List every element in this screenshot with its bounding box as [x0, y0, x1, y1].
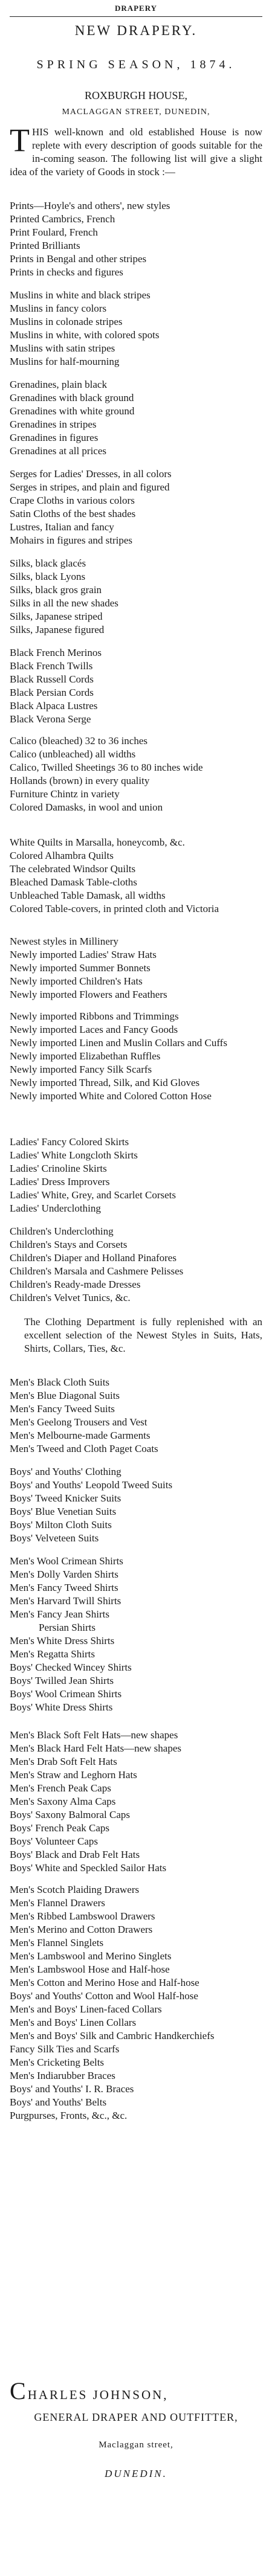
list-item: Silks, Japanese striped: [10, 611, 103, 622]
list-item: Prints—Hoyle's and others', new styles: [10, 200, 170, 211]
list-item: Newly imported Fancy Silk Scarfs: [10, 1064, 152, 1075]
list-item: Muslins in white and black stripes: [10, 289, 151, 301]
list-item: Boys' Milton Cloth Suits: [10, 1519, 112, 1531]
list-item: Men's Harvard Twill Shirts: [10, 1595, 121, 1607]
list-item: Boys' and Youths' Belts: [10, 2096, 107, 2108]
list-item: Men's Black Soft Felt Hats—new shapes: [10, 1729, 178, 1741]
signature-dropcap: C: [10, 2377, 28, 2404]
list-item: Calico (unbleached) all widths: [10, 748, 136, 760]
list-item: Children's Diaper and Holland Pinafores: [10, 1252, 176, 1264]
list-item: Colored Table-covers, in printed cloth and Victoria: [10, 903, 219, 914]
list-item: Newly imported Ladies' Straw Hats: [10, 949, 157, 960]
list-item: Grenadines in figures: [10, 432, 99, 443]
prints-list: [10, 199, 262, 279]
list-item: Men's Lambswool Hose and Half-hose: [10, 1964, 170, 1975]
season-line: SPRING SEASON, 1874.: [36, 58, 236, 71]
list-item: Newly imported Flowers and Feathers: [10, 989, 167, 1000]
list-item: Ladies' Crinoline Skirts: [10, 1163, 107, 1174]
list-item: Newly imported Children's Hats: [10, 975, 143, 987]
signature-street: Maclaggan street,: [99, 2440, 173, 2450]
signature-name: [10, 2377, 262, 2405]
list-item: Men's Ribbed Lambswool Drawers: [10, 1910, 155, 1922]
list-item: Print Foulard, French: [10, 226, 98, 238]
ad-title: NEW DRAPERY.: [74, 23, 198, 38]
list-item: Newly imported Linen and Muslin Collars and Cuffs: [10, 1037, 227, 1049]
list-item: Men's White Dress Shirts: [10, 1635, 115, 1646]
list-item: Men's Black Cloth Suits: [10, 1376, 110, 1388]
list-item: Men's Geelong Trousers and Vest: [10, 1416, 147, 1428]
list-item: Men's Merino and Cotton Drawers: [10, 1924, 153, 1935]
list-item: Calico (bleached) 32 to 36 inches: [10, 735, 148, 747]
shirts-list: [10, 1555, 262, 1714]
list-item: Ladies' White, Grey, and Scarlet Corsets: [10, 1189, 176, 1201]
list-item: Crape Cloths in various colors: [10, 495, 135, 506]
list-item: Silks, Japanese figured: [10, 624, 105, 635]
list-item: Men's and Boys' Silk and Cambric Handkerchiefs: [10, 2030, 215, 2041]
hats-caps-list: [10, 1729, 262, 1875]
silks-list: [10, 557, 262, 637]
mens-suits-list: [10, 1376, 262, 1456]
list-item: Muslins in fancy colors: [10, 303, 107, 314]
list-item: Muslins for half-mourning: [10, 356, 120, 367]
intro-text: HIS well-known and old established House is now replete with every description of goods suitable for the in-coming season. The following list will give a slight idea of the variety of Goods in stock :—: [10, 126, 262, 178]
clothing-department-text: The Clothing Department is fully replenished with an excellent selection of the Newest Styles in Suits, Hats, Shirts, Collars, Ties, &c.: [24, 1316, 262, 1354]
list-item: Boys' French Peak Caps: [10, 1822, 110, 1834]
list-item: Men's Wool Crimean Shirts: [10, 1555, 123, 1567]
list-item: Men's Scotch Plaiding Drawers: [10, 1884, 140, 1895]
list-item: Children's Stays and Corsets: [10, 1239, 128, 1250]
list-item: Boys' Blue Venetian Suits: [10, 1506, 117, 1517]
list-item: Men's French Peak Caps: [10, 1782, 111, 1794]
list-item: Ladies' Underclothing: [10, 1203, 101, 1214]
list-item: Newly imported Elizabethan Ruffles: [10, 1050, 161, 1062]
list-item: Silks in all the new shades: [10, 597, 118, 609]
list-item: Men's Straw and Leghorn Hats: [10, 1769, 137, 1781]
list-item: Boys' Tweed Knicker Suits: [10, 1492, 121, 1504]
list-item: Men's and Boys' Linen Collars: [10, 2017, 137, 2028]
list-item: Boys' Volunteer Caps: [10, 1836, 98, 1847]
list-item: Men's Lambswool and Merino Singlets: [10, 1950, 172, 1962]
list-item: Prints in checks and figures: [10, 266, 123, 278]
list-item: Grenadines with white ground: [10, 405, 135, 417]
black-goods-list: [10, 646, 262, 726]
list-item: Boys' Twilled Jean Shirts: [10, 1675, 114, 1686]
list-item: Lustres, Italian and fancy: [10, 521, 114, 533]
list-item: Ladies' White Longcloth Skirts: [10, 1149, 138, 1161]
list-item: Black Persian Cords: [10, 687, 94, 698]
list-item: Furniture Chintz in variety: [10, 788, 120, 800]
hosiery-accessories-list: [10, 1883, 262, 2122]
fancy-goods-list: [10, 1010, 262, 1103]
list-item: Children's Underclothing: [10, 1225, 114, 1237]
list-item: Serges for Ladies' Dresses, in all colors: [10, 468, 172, 480]
list-item: Calico, Twilled Sheetings 36 to 80 inches wide: [10, 762, 203, 773]
list-item: Silks, black gros grain: [10, 584, 102, 596]
list-item: Boys' Velveteen Suits: [10, 1532, 99, 1544]
list-item: Boys' Wool Crimean Shirts: [10, 1688, 122, 1700]
top-rule: [10, 16, 262, 17]
list-item: Boys' White Dress Shirts: [10, 1701, 113, 1713]
list-item: Men's Dolly Varden Shirts: [10, 1569, 118, 1580]
list-item: Silks, black Lyons: [10, 571, 86, 582]
list-item: Men's Blue Diagonal Suits: [10, 1390, 120, 1401]
list-item: Men's Flannel Drawers: [10, 1897, 105, 1909]
list-item: White Quilts in Marsalla, honeycomb, &c.: [10, 837, 185, 848]
calico-list: [10, 734, 262, 814]
list-item: Black Russell Cords: [10, 673, 94, 685]
list-item: Men's Tweed and Cloth Paget Coats: [10, 1443, 158, 1454]
list-item: Children's Marsala and Cashmere Pelisses: [10, 1265, 184, 1277]
list-item: Children's Velvet Tunics, &c.: [10, 1292, 131, 1303]
list-item: Men's Cricketing Belts: [10, 2057, 105, 2068]
list-item: Boys' and Youths' Cotton and Wool Half-hose: [10, 1990, 198, 2002]
list-item: Grenadines at all prices: [10, 445, 107, 457]
list-item: Newly imported Ribbons and Trimmings: [10, 1010, 179, 1022]
list-item: Colored Alhambra Quilts: [10, 850, 114, 861]
list-item: Persian Shirts: [39, 1622, 96, 1633]
childrens-list: [10, 1225, 262, 1305]
list-item: Boys' and Youths' Clothing: [10, 1466, 121, 1477]
list-item: Newly imported Summer Bonnets: [10, 962, 151, 974]
list-item: Grenadines, plain black: [10, 379, 107, 390]
boys-clothing-list: [10, 1465, 262, 1545]
intro-paragraph: [10, 122, 262, 179]
list-item: Muslins in colonade stripes: [10, 316, 123, 327]
list-item: Satin Cloths of the best shades: [10, 508, 136, 519]
list-item: Men's and Boys' Linen-faced Collars: [10, 2003, 162, 2015]
grenadines-list: [10, 378, 262, 458]
store-address: MACLAGGAN STREET, DUNEDIN,: [62, 108, 210, 117]
list-item: Mohairs in figures and stripes: [10, 535, 133, 546]
list-item: Newly imported White and Colored Cotton Hose: [10, 1090, 212, 1102]
list-item: Purgpurses, Fronts, &c., &c.: [10, 2110, 128, 2121]
muslins-list: [10, 289, 262, 368]
list-item: Newly imported Laces and Fancy Goods: [10, 1024, 178, 1035]
list-item: Colored Damasks, in wool and union: [10, 801, 163, 813]
list-item: Serges in stripes, and plain and figured: [10, 481, 170, 493]
list-item: Black Alpaca Lustres: [10, 700, 98, 711]
list-item: Silks, black glacés: [10, 557, 86, 569]
list-item: Men's Fancy Tweed Suits: [10, 1403, 115, 1415]
list-item: Men's Melbourne-made Garments: [10, 1430, 151, 1441]
list-item: Newly imported Thread, Silk, and Kid Gloves: [10, 1077, 200, 1088]
list-item: Boys' and Youths' I. R. Braces: [10, 2083, 134, 2095]
list-item: Men's Flannel Singlets: [10, 1937, 104, 1948]
list-item: Men's Regatta Shirts: [10, 1648, 95, 1660]
list-item: Bleached Damask Table-cloths: [10, 876, 137, 888]
list-item: Fancy Silk Ties and Scarfs: [10, 2043, 120, 2055]
list-item: Black Verona Serge: [10, 713, 91, 725]
intro-dropcap: T: [10, 122, 30, 158]
list-item: Children's Ready-made Dresses: [10, 1279, 141, 1290]
ladies-list: [10, 1135, 262, 1215]
serges-list: [10, 467, 262, 547]
list-item: Boys' White and Speckled Sailor Hats: [10, 1862, 167, 1874]
signature-name-text: HARLES JOHNSON,: [27, 2388, 169, 2402]
list-item: Black French Twills: [10, 660, 93, 672]
list-item: Boys' and Youths' Leopold Tweed Suits: [10, 1479, 173, 1491]
list-item: Unbleached Table Damask, all widths: [10, 890, 166, 901]
quilts-list: [10, 836, 262, 916]
list-item: Ladies' Dress Improvers: [10, 1176, 110, 1187]
list-item: Grenadines in stripes: [10, 419, 97, 430]
list-item: Men's Indiarubber Braces: [10, 2070, 115, 2081]
list-item: Printed Cambrics, French: [10, 213, 115, 225]
signature-town: DUNEDIN.: [105, 2468, 167, 2479]
list-item: Boys' Black and Drab Felt Hats: [10, 1849, 140, 1860]
millinery-list: [10, 935, 262, 1001]
list-item: Black French Merinos: [10, 647, 102, 658]
list-item: Men's Saxony Alma Caps: [10, 1796, 116, 1807]
list-item: Muslins in white, with colored spots: [10, 329, 160, 341]
list-item: Printed Brilliants: [10, 240, 80, 251]
list-item: Grenadines with black ground: [10, 392, 134, 403]
signature-title: GENERAL DRAPER AND OUTFITTER,: [34, 2411, 238, 2423]
list-item: Men's Fancy Tweed Shirts: [10, 1582, 118, 1593]
list-item: Boys' Checked Wincey Shirts: [10, 1662, 132, 1673]
list-item: Men's Fancy Jean Shirts: [10, 1608, 110, 1620]
list-item: Boys' Saxony Balmoral Caps: [10, 1809, 131, 1820]
section-heading: DRAPERY: [114, 4, 158, 13]
list-item: Newest styles in Millinery: [10, 936, 118, 947]
list-item: Men's Black Hard Felt Hats—new shapes: [10, 1742, 181, 1754]
list-item: Ladies' Fancy Colored Skirts: [10, 1136, 129, 1148]
list-item: Muslins with satin stripes: [10, 342, 115, 354]
list-item: Men's Cotton and Merino Hose and Half-hose: [10, 1977, 199, 1988]
list-item: Prints in Bengal and other stripes: [10, 253, 147, 265]
list-item: Men's Drab Soft Felt Hats: [10, 1756, 117, 1767]
store-name: ROXBURGH HOUSE,: [84, 89, 187, 101]
list-item: Hollands (brown) in every quality: [10, 775, 150, 786]
clothing-department-paragraph: [10, 1315, 262, 1355]
list-item: The celebrated Windsor Quilts: [10, 863, 136, 875]
